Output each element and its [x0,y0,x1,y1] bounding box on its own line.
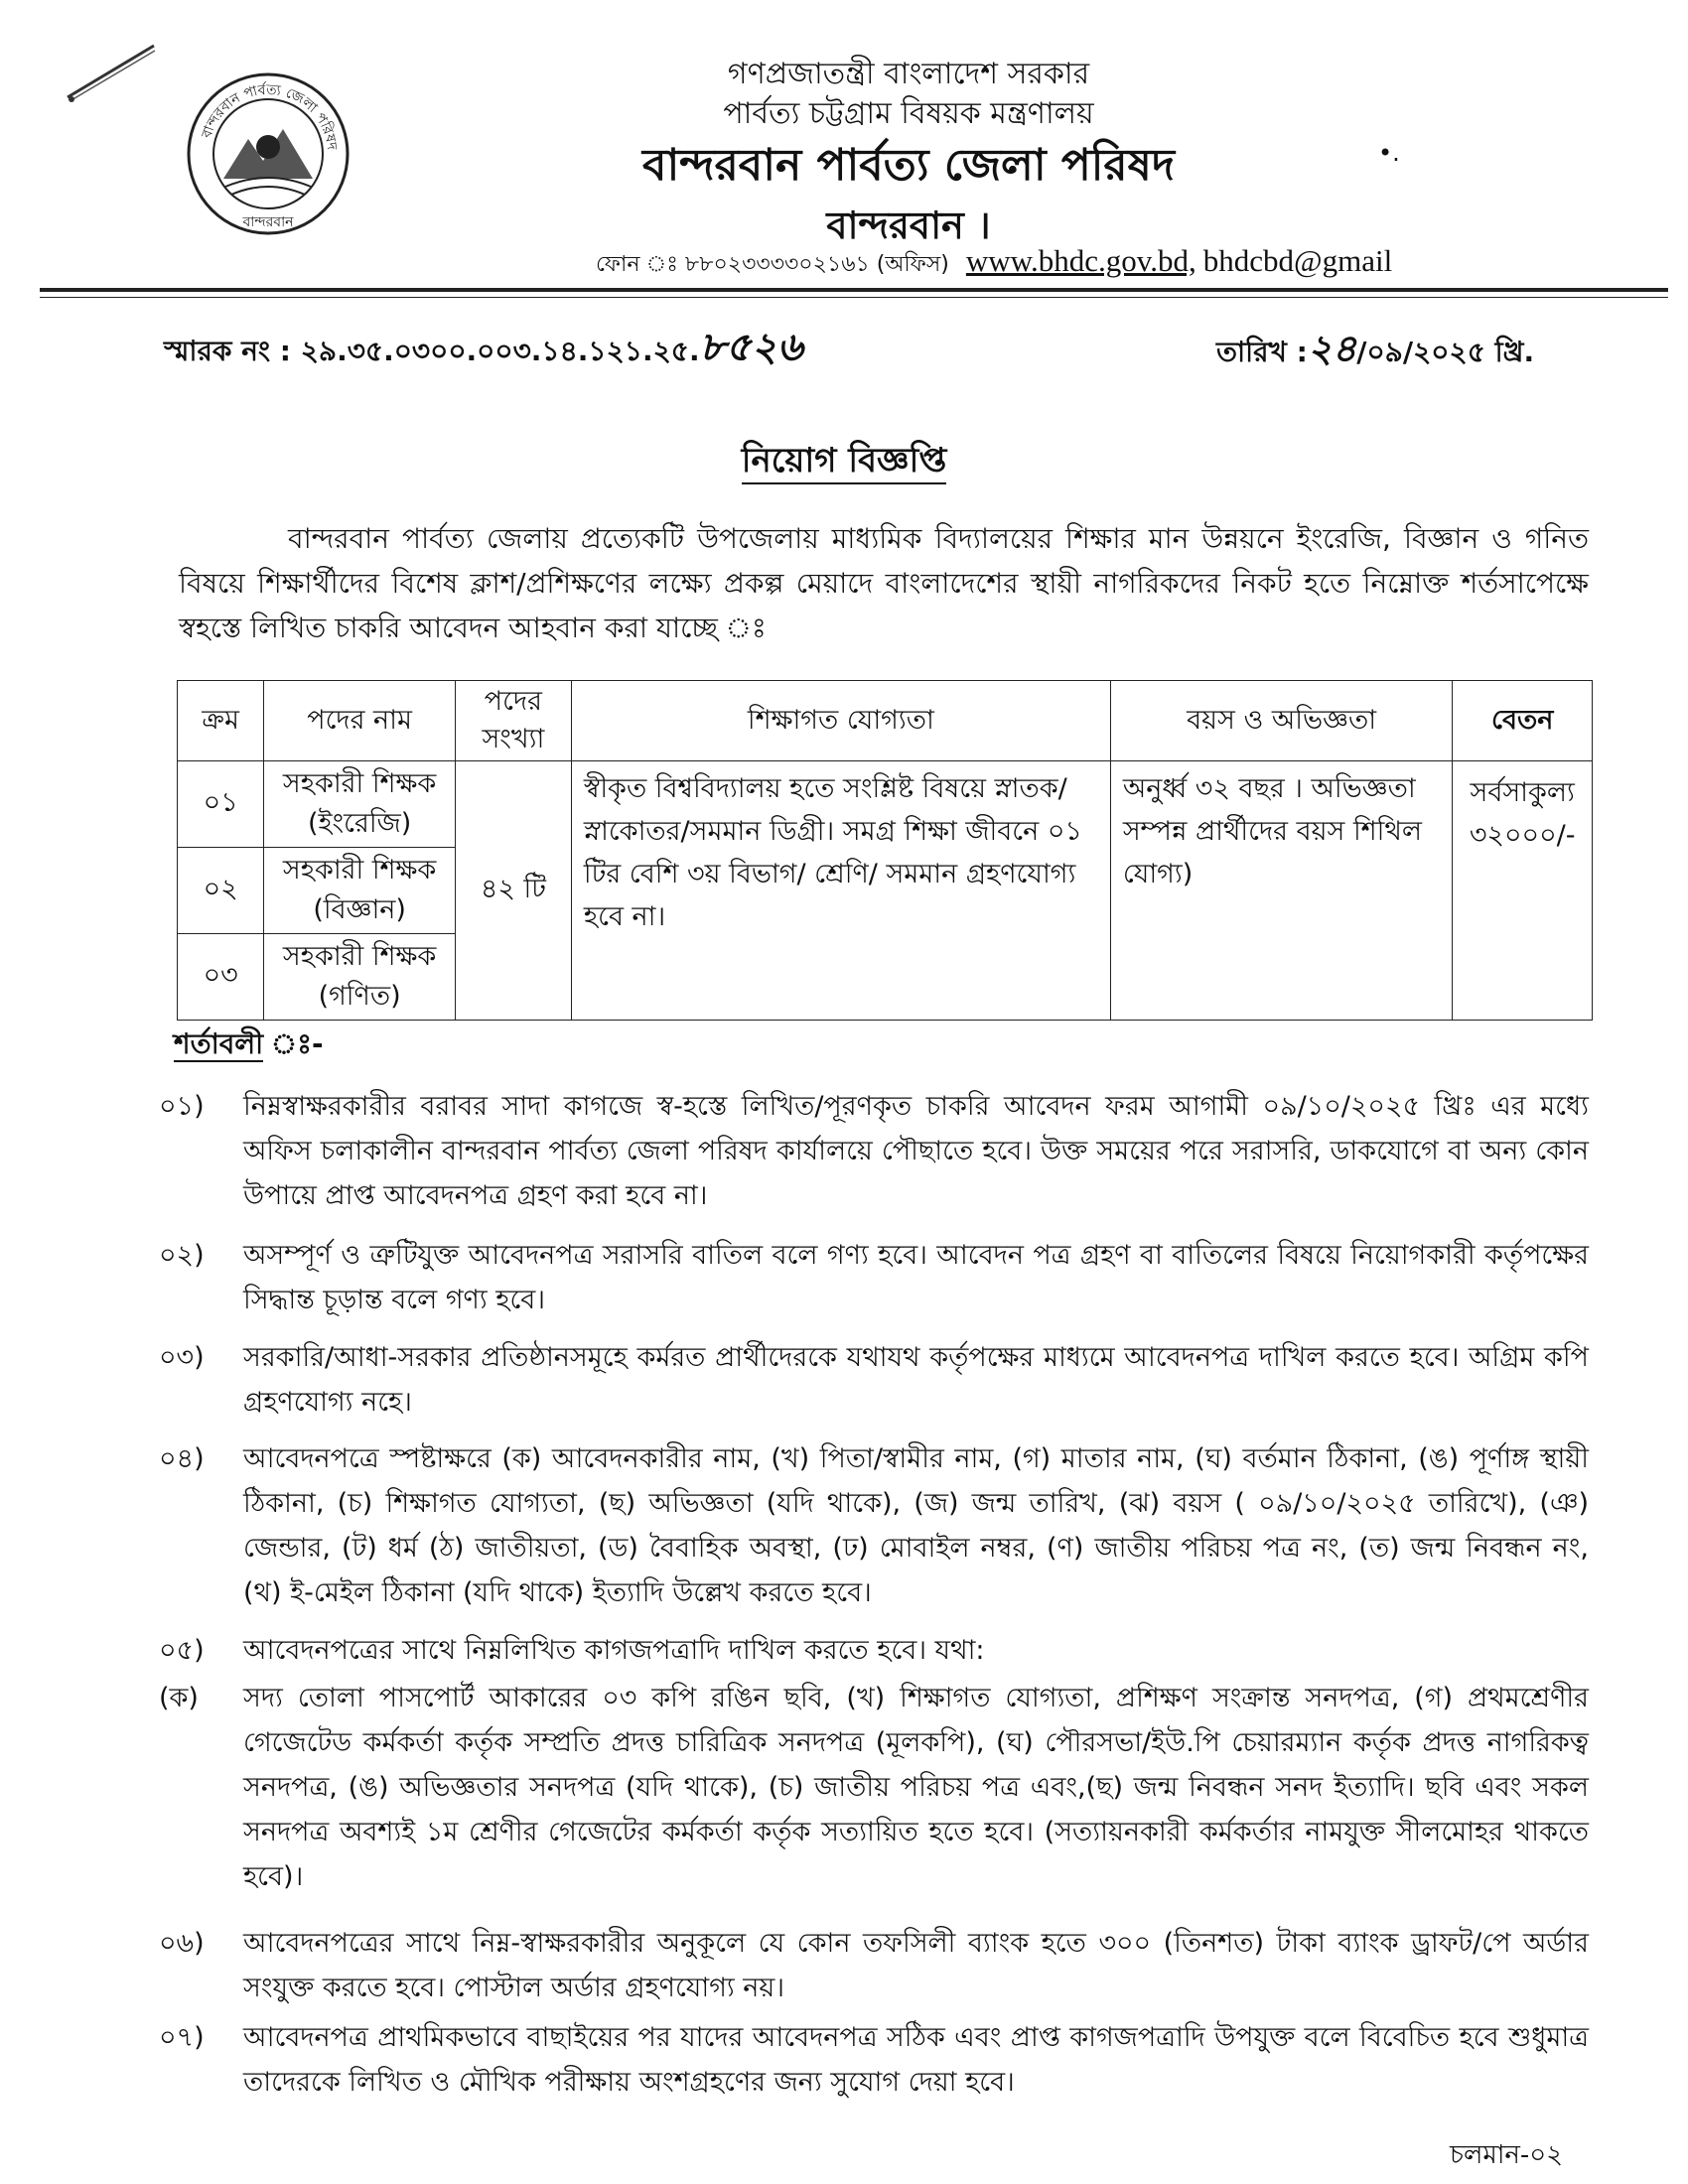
organization-name: বান্দরবান পার্বত্য জেলা পরিষদ [642,140,1175,191]
condition-item [159,1335,1589,1425]
condition-text: অসম্পূর্ণ ও ত্রুটিযুক্ত আবেদনপত্র সরাসরি বাতিল বলে গণ্য হবে। আবেদন পত্র গ্রহণ বা বাতিলের বিষয়ে নিয়োগকারী কর্তৃপক্ষের সিদ্ধান্ত চূড়ান্ত বলে গণ্য হবে। [243,1240,1589,1315]
posts-table [177,680,1593,1021]
condition-text: সরকারি/আধা-সরকার প্রতিষ্ঠানসমূহে কর্মরত প্রার্থীদেরকে যথাযথ কর্তৃপক্ষের মাধ্যমে আবেদনপত্র দাখিল করতে হবে। অগ্রিম কপি গ্রহণযোগ্য নহে। [243,1342,1589,1418]
table-header-row [178,681,1593,761]
govt-name: গণপ্রজাতন্ত্রী বাংলাদেশ সরকার [727,57,1090,91]
condition-number: ০৫) [159,1635,205,1666]
condition-item [159,1676,1589,1899]
header-post-count: পদের সংখ্যা [455,681,571,761]
phone-number: ফোন ঃ ৮৮০২৩৩৩৩০২১৬১ (অফিস) [596,252,949,277]
condition-text: নিম্নস্বাক্ষরকারীর বরাবর সাদা কাগজে স্ব-হস্তে লিখিত/পূরণকৃত চাকরি আবেদন ফরম আগামী ০৯/১০/২০২৫ খ্রিঃ এর মধ্যে অফিস চলাকালীন বান্দরবান পার্বত্য জেলা পরিষদ কার্যালয়ে পৌছাতে হবে। উক্ত সময়ের পরে সরাসরি, ডাকযোগে বা অন্য কোন উপায়ে প্রাপ্ত আবেদনপত্র গ্রহণ করা হবে না। [243,1091,1589,1211]
condition-number: ০৭) [159,2022,205,2053]
education-cell: স্বীকৃত বিশ্ববিদ্যালয় হতে সংশ্লিষ্ট বিষয়ে স্নাতক/স্নাকোতর/সমমান ডিগ্রী। সমগ্র শিক্ষা জীবনে ০১ টির বেশি ৩য় বিভাগ/ শ্রেণি/ সমমান গ্রহণযোগ্য হবে না। [571,761,1110,1021]
condition-item [159,1921,1589,2010]
row-post-name: সহকারী শিক্ষক (বিজ্ঞান) [264,848,455,934]
age-experience-cell: অনুর্ধ্ব ৩২ বছর । অভিজ্ঞতা সম্পন্ন প্রার্থীদের বয়স শিথিল যোগ্য) [1110,761,1453,1021]
header-serial: ক্রম [178,681,264,761]
memo-number [164,316,803,382]
pay-cell: সর্বসাকুল্য ৩২০০০/- [1453,761,1593,1021]
contact-line [596,243,1393,284]
ministry-name: পার্বত্য চট্টগ্রাম বিষয়ক মন্ত্রণালয় [723,96,1094,131]
condition-item [159,1628,1589,1673]
header-post-name: পদের নাম [264,681,455,761]
row-serial: ০২ [178,848,264,934]
row-serial: ০৩ [178,934,264,1021]
conditions-heading-suffix: ঃ- [263,1027,324,1060]
conditions-heading-text: শর্তাবলী [174,1027,264,1060]
condition-number: ০৪) [159,1443,205,1474]
condition-text: আবেদনপত্রের সাথে নিম্ন-স্বাক্ষরকারীর অনুকূলে যে কোন তফসিলী ব্যাংক হতে ৩০০ (তিনশত) টাকা ব্যাংক ড্রাফট/পে অর্ডার সংযুক্ত করতে হবে। পোস্টাল অর্ডার গ্রহণযোগ্য নয়। [243,1928,1589,2003]
pen-mark [60,38,169,107]
header-divider [40,288,1668,292]
condition-item [159,1233,1589,1322]
svg-text:বান্দরবান: বান্দরবান [242,214,294,230]
memo-date [1216,320,1534,383]
condition-text: আবেদনপত্রে স্পষ্টাক্ষরে (ক) আবেদনকারীর নাম, (খ) পিতা/স্বামীর নাম, (গ) মাতার নাম, (ঘ) বর্তমান ঠিকানা, (ঙ) পূর্ণাঙ্গ স্থায়ী ঠিকানা, (চ) শিক্ষাগত যোগ্যতা, (ছ) অভিজ্ঞতা (যদি থাকে), (জ) জন্ম তারিখ, (ঝ) বয়স ( ০৯/১০/২০২৫ তারিখে), (ঞ) জেন্ডার, (ট) ধর্ম (ঠ) জাতীয়তা, (ড) বৈবাহিক অবস্থা, (ঢ) মোবাইল নম্বর, (ণ) জাতীয় পরিচয় পত্র নং, (ত) জন্ম নিবন্ধন নং, (থ) ই-মেইল ঠিকানা (যদি থাকে) ইত্যাদি উল্লেখ করতে হবে। [243,1443,1589,1608]
condition-text: আবেদনপত্র প্রাথমিকভাবে বাছাইয়ের পর যাদের আবেদনপত্র সঠিক এবং প্রাপ্ত কাগজপত্রাদি উপযুক্ত বলে বিবেচিত হবে শুধুমাত্র তাদেরকে লিখিত ও মৌখিক পরীক্ষায় অংশগ্রহণের জন্য সুযোগ দেয়া হবে। [243,2022,1589,2098]
letterhead [377,55,1440,253]
row-post-name: সহকারী শিক্ষক (ইংরেজি) [264,761,455,848]
city-name: বান্দরবান । [826,204,991,247]
notice-title-text: নিয়োগ বিজ্ঞপ্তি [742,441,947,484]
website-link[interactable]: www.bhdc.gov.bd, [965,243,1196,278]
header-pay: বেতন [1453,681,1593,761]
condition-number: ০৬) [159,1928,205,1959]
date-rest: /০৯/২০২৫ খ্রি. [1356,336,1535,368]
condition-item [159,1436,1589,1615]
condition-item [159,1084,1589,1218]
notice-title [0,435,1688,491]
row-post-name: সহকারী শিক্ষক (গণিত) [264,934,455,1021]
email-address: bhdcbd@gmail [1202,243,1393,278]
row-serial: ০১ [178,761,264,848]
continued-marker: চলমান-০২ [1450,2140,1564,2170]
conditions-heading [174,1023,324,1069]
memo-handwritten-number: ৮৫২৬ [699,325,803,370]
header-age: বয়স ও অভিজ্ঞতা [1110,681,1453,761]
condition-number: ০২) [159,1240,205,1271]
header-divider-thin [40,297,1668,298]
date-label: তারিখ : [1216,336,1308,368]
condition-number: ০১) [159,1091,205,1122]
stray-mark: •. [1378,139,1400,167]
table-row [178,761,1593,848]
condition-item [159,2015,1589,2105]
intro-paragraph: বান্দরবান পার্বত্য জেলায় প্রত্যেকটি উপজেলায় মাধ্যমিক বিদ্যালয়ের শিক্ষার মান উন্নয়নে ইংরেজি, বিজ্ঞান ও গনিত বিষয়ে শিক্ষার্থীদের বিশেষ ক্লাশ/প্রশিক্ষণের লক্ষ্যে প্রকল্প মেয়াদে বাংলাদেশের স্থায়ী নাগরিকদের নিকট হতে নিম্নোক্ত শর্তসাপেক্ষে স্বহস্তে লিখিত চাকরি আবেদন আহবান করা যাচ্ছে ঃ [179,522,1589,644]
date-day-handwritten: ২৪ [1307,327,1357,370]
condition-text: আবেদনপত্রের সাথে নিম্নলিখিত কাগজপত্রাদি দাখিল করতে হবে। যথা: [243,1635,985,1666]
svg-text:বান্দরবান পার্বত্য জেলা পরিষদ: বান্দরবান পার্বত্য জেলা পরিষদ [199,81,340,151]
council-seal-logo [184,69,352,238]
post-count-cell: ৪২ টি [455,761,571,1021]
condition-number: ০৩) [159,1342,205,1373]
condition-text: সদ্য তোলা পাসপোর্ট আকারের ০৩ কপি রঙিন ছবি, (খ) শিক্ষাগত যোগ্যতা, প্রশিক্ষণ সংক্রান্ত সনদপত্র, (গ) প্রথমশ্রেণীর গেজেটেড কর্মকর্তা কর্তৃক সম্প্রতি প্রদত্ত চারিত্রিক সনদপত্র (মূলকপি), (ঘ) পৌরসভা/ইউ.পি চেয়ারম্যান কর্তৃক প্রদত্ত নাগরিকত্ব সনদপত্র, (ঙ) অভিজ্ঞতার সনদপত্র (যদি থাকে), (চ) জাতীয় পরিচয় পত্র এবং,(ছ) জন্ম নিবন্ধন সনদ ইত্যাদি। ছবি এবং সকল সনদপত্র অবশ্যই ১ম শ্রেণীর গেজেটের কর্মকর্তা কর্তৃক সত্যায়িত হতে হবে। (সত্যায়নকারী কর্মকর্তার নামযুক্ত সীলমোহর থাকতে হবে)। [243,1683,1589,1892]
memo-prefix: স্মারক নং : ২৯.৩৫.০৩০০.০০৩.১৪.১২১.২৫. [164,335,700,367]
header-education: শিক্ষাগত যোগ্যতা [571,681,1110,761]
condition-number: (ক) [159,1683,199,1713]
